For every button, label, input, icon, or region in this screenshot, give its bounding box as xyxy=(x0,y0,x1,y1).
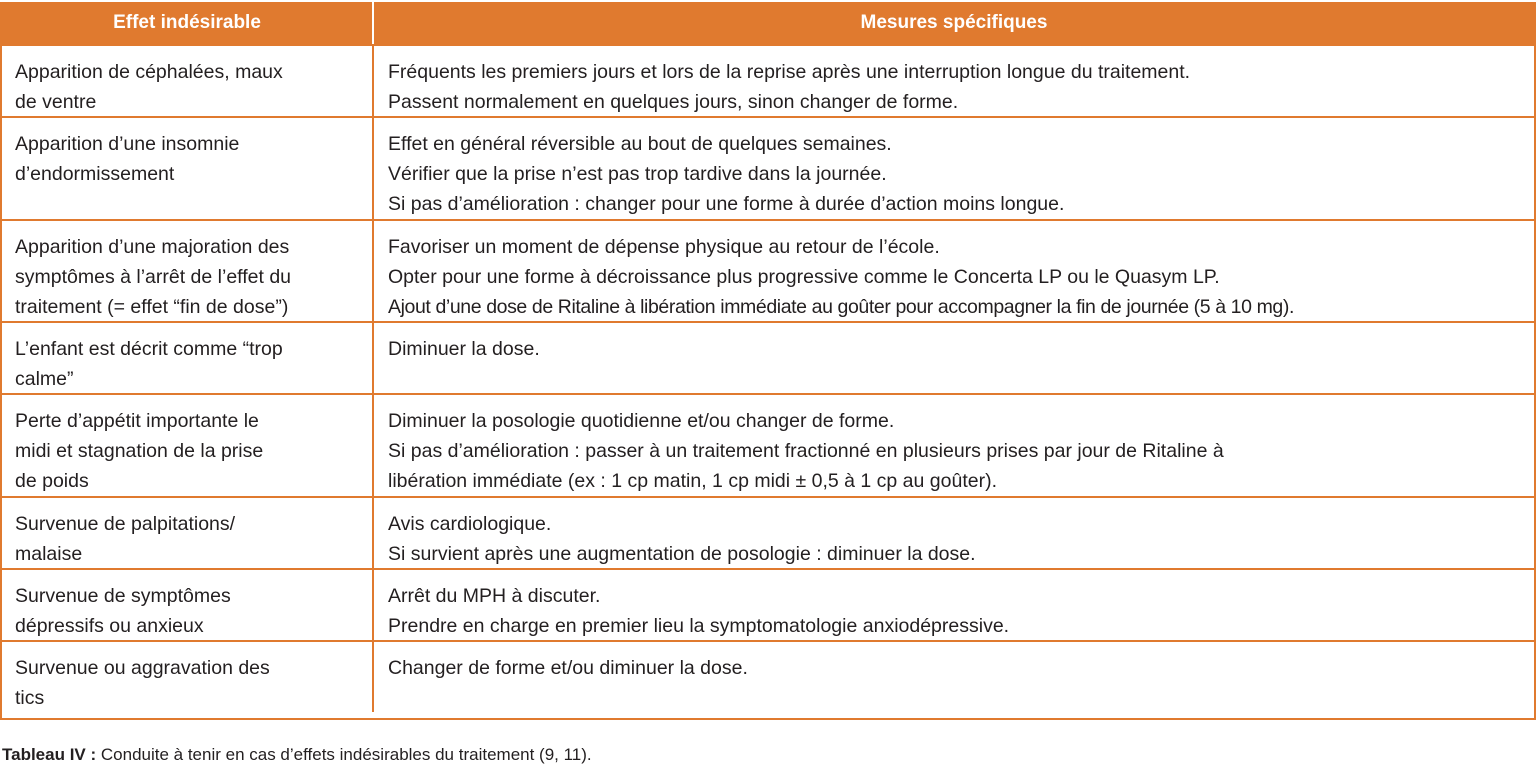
effect-line: de ventre xyxy=(15,91,97,113)
effect-line: tics xyxy=(15,687,45,709)
table-row xyxy=(2,219,1534,321)
effect-line: Survenue ou aggravation des xyxy=(15,657,270,679)
caption-text: Conduite à tenir en cas d’effets indésirables du traitement (9, 11). xyxy=(96,745,592,764)
effect-line: Apparition de céphalées, maux xyxy=(15,61,283,83)
effect-cell xyxy=(2,118,374,219)
effect-line: midi et stagnation de la prise xyxy=(15,440,264,462)
effect-cell xyxy=(2,642,374,712)
measures-cell xyxy=(374,118,1534,219)
measure-line: Fréquents les premiers jours et lors de la reprise après une interruption longue du traitement. xyxy=(388,61,1191,83)
table-caption xyxy=(2,745,592,765)
table-row xyxy=(2,393,1534,496)
measures-cell xyxy=(374,323,1534,393)
measure-line: Passent normalement en quelques jours, sinon changer de forme. xyxy=(388,91,959,113)
table-row xyxy=(2,116,1534,219)
effect-line: malaise xyxy=(15,543,83,565)
table-row xyxy=(2,496,1534,568)
effect-cell xyxy=(2,221,374,321)
table-row xyxy=(2,321,1534,393)
measure-line: Ajout d’une dose de Ritaline à libération immédiate au goûter pour accompagner la fin de journée (5 à 10 mg). xyxy=(388,296,1294,318)
effect-line: dépressifs ou anxieux xyxy=(15,615,204,637)
table-row xyxy=(2,568,1534,640)
effect-cell xyxy=(2,498,374,568)
effect-line: Apparition d’une insomnie xyxy=(15,133,240,155)
effect-line: Perte d’appétit importante le xyxy=(15,410,259,432)
measure-line: Si survient après une augmentation de posologie : diminuer la dose. xyxy=(388,543,976,565)
measure-line: Diminuer la posologie quotidienne et/ou changer de forme. xyxy=(388,410,895,432)
effect-line: de poids xyxy=(15,470,89,492)
measures-cell xyxy=(374,395,1534,496)
measures-cell xyxy=(374,642,1534,712)
measure-line: Changer de forme et/ou diminuer la dose. xyxy=(388,657,748,679)
table-header-row xyxy=(2,2,1534,44)
effect-cell xyxy=(2,395,374,496)
effect-line: Survenue de symptômes xyxy=(15,585,231,607)
table-row xyxy=(2,640,1534,712)
effect-line: Apparition d’une majoration des xyxy=(15,236,290,258)
table-row xyxy=(2,44,1534,116)
header-measures: Mesures spécifiques xyxy=(860,12,1048,33)
measures-cell xyxy=(374,498,1534,568)
effect-line: Survenue de palpitations/ xyxy=(15,513,236,535)
effect-cell xyxy=(2,46,374,116)
measure-line: Si pas d’amélioration : changer pour une forme à durée d’action moins longue. xyxy=(388,193,1065,215)
effect-line: symptômes à l’arrêt de l’effet du xyxy=(15,266,292,288)
measure-line: Favoriser un moment de dépense physique au retour de l’école. xyxy=(388,236,940,258)
measure-line: Si pas d’amélioration : passer à un traitement fractionné en plusieurs prises par jour de Ritaline à xyxy=(388,440,1224,462)
effect-line: calme” xyxy=(15,368,74,390)
effect-line: d’endormissement xyxy=(15,163,175,185)
caption-label: Tableau IV : xyxy=(2,745,97,764)
measure-line: libération immédiate (ex : 1 cp matin, 1 cp midi ± 0,5 à 1 cp au goûter). xyxy=(388,470,997,492)
measure-line: Prendre en charge en premier lieu la symptomatologie anxiodépressive. xyxy=(388,615,1010,637)
measures-cell xyxy=(374,570,1534,640)
measure-line: Vérifier que la prise n’est pas trop tardive dans la journée. xyxy=(388,163,887,185)
measure-line: Diminuer la dose. xyxy=(388,338,540,360)
measure-line: Effet en général réversible au bout de quelques semaines. xyxy=(388,133,892,155)
header-effect: Effet indésirable xyxy=(2,2,374,44)
effect-cell xyxy=(2,323,374,393)
measure-line: Opter pour une forme à décroissance plus progressive comme le Concerta LP ou le Quasym LP. xyxy=(388,266,1220,288)
measure-line: Arrêt du MPH à discuter. xyxy=(388,585,601,607)
measures-cell xyxy=(374,221,1534,321)
effect-line: L’enfant est décrit comme “trop xyxy=(15,338,283,360)
effect-line: traitement (= effet “fin de dose”) xyxy=(15,296,289,318)
measures-cell xyxy=(374,46,1534,116)
effect-cell xyxy=(2,570,374,640)
side-effects-table xyxy=(0,2,1536,720)
measure-line: Avis cardiologique. xyxy=(388,513,552,535)
